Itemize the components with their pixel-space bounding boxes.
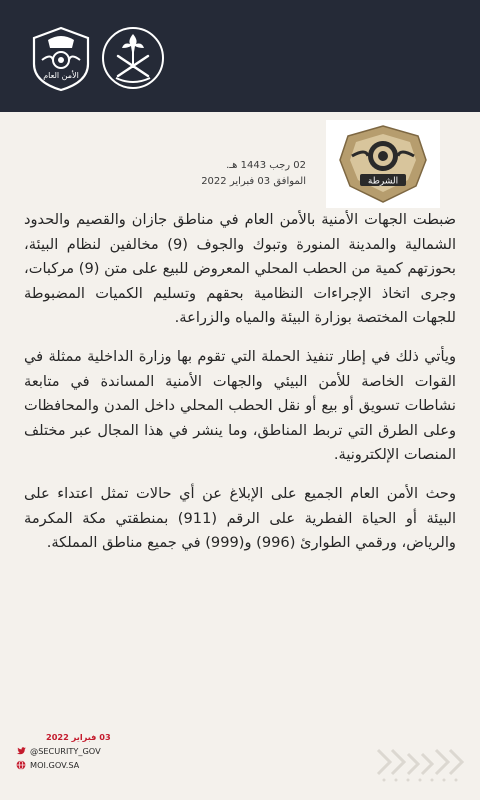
website-url: MOI.GOV.SA <box>30 760 80 770</box>
footer <box>16 730 156 772</box>
twitter-row[interactable] <box>16 744 156 758</box>
twitter-icon <box>16 746 26 756</box>
article-paragraph-1: ضبطت الجهات الأمنية بالأمن العام في مناطق جازان والقصيم والحدود الشمالية والمدينة المنورة وتبوك والجوف (9) مخالفين لنظام البيئة، بحوزتهم كمية من الحطب المحلي المعروض للبيع على متن (9) مركبات، وجرى اتخاذ الإجراءات النظامية بحقهم وتسليم الكميات المضبوطة للجهات المختصة بوزارة البيئة والمياه والزراعة. <box>24 211 456 327</box>
header-bar <box>0 0 480 112</box>
date-block <box>186 158 306 190</box>
gregorian-date: الموافق 03 فبراير 2022 <box>201 176 306 187</box>
website-row[interactable] <box>16 758 156 772</box>
decorative-pattern-icon <box>374 742 466 786</box>
police-badge-icon <box>326 120 440 208</box>
article-body <box>24 208 456 570</box>
footer-date: 03 فبراير 2022 <box>46 732 111 742</box>
web-icon <box>16 760 26 770</box>
left-logo-text: الأمن العام <box>43 71 79 80</box>
badge-police-text: الشرطة <box>367 176 399 187</box>
public-security-logo-icon <box>26 22 96 94</box>
hijri-date: 02 رجب 1443 هـ. <box>226 160 306 171</box>
twitter-handle: @SECURITY_GOV <box>30 746 101 756</box>
article-paragraph-3: وحث الأمن العام الجميع على الإبلاغ عن أي حالات تمثل اعتداء على البيئة أو الحياة الفطرية على الرقم (911) بمنطقتي مكة المكرمة والرياض، ورقمي الطوارئ (996) و(999) في جميع مناطق المملكة. <box>24 484 457 552</box>
saudi-emblem-icon <box>98 22 168 94</box>
article-paragraph-2: ويأتي ذلك في إطار تنفيذ الحملة التي تقوم بها وزارة الداخلية ممثلة في القوات الخاصة للأمن البيئي والجهات الأمنية المساندة في متابعة نشاطات تسويق أو بيع أو نقل الحطب المحلي داخل المدن والمحافظات وعلى الطرق التي تربط المناطق، وما ينشر في هذا المجال عبر مختلف المنصات الإلكترونية. <box>24 347 456 464</box>
